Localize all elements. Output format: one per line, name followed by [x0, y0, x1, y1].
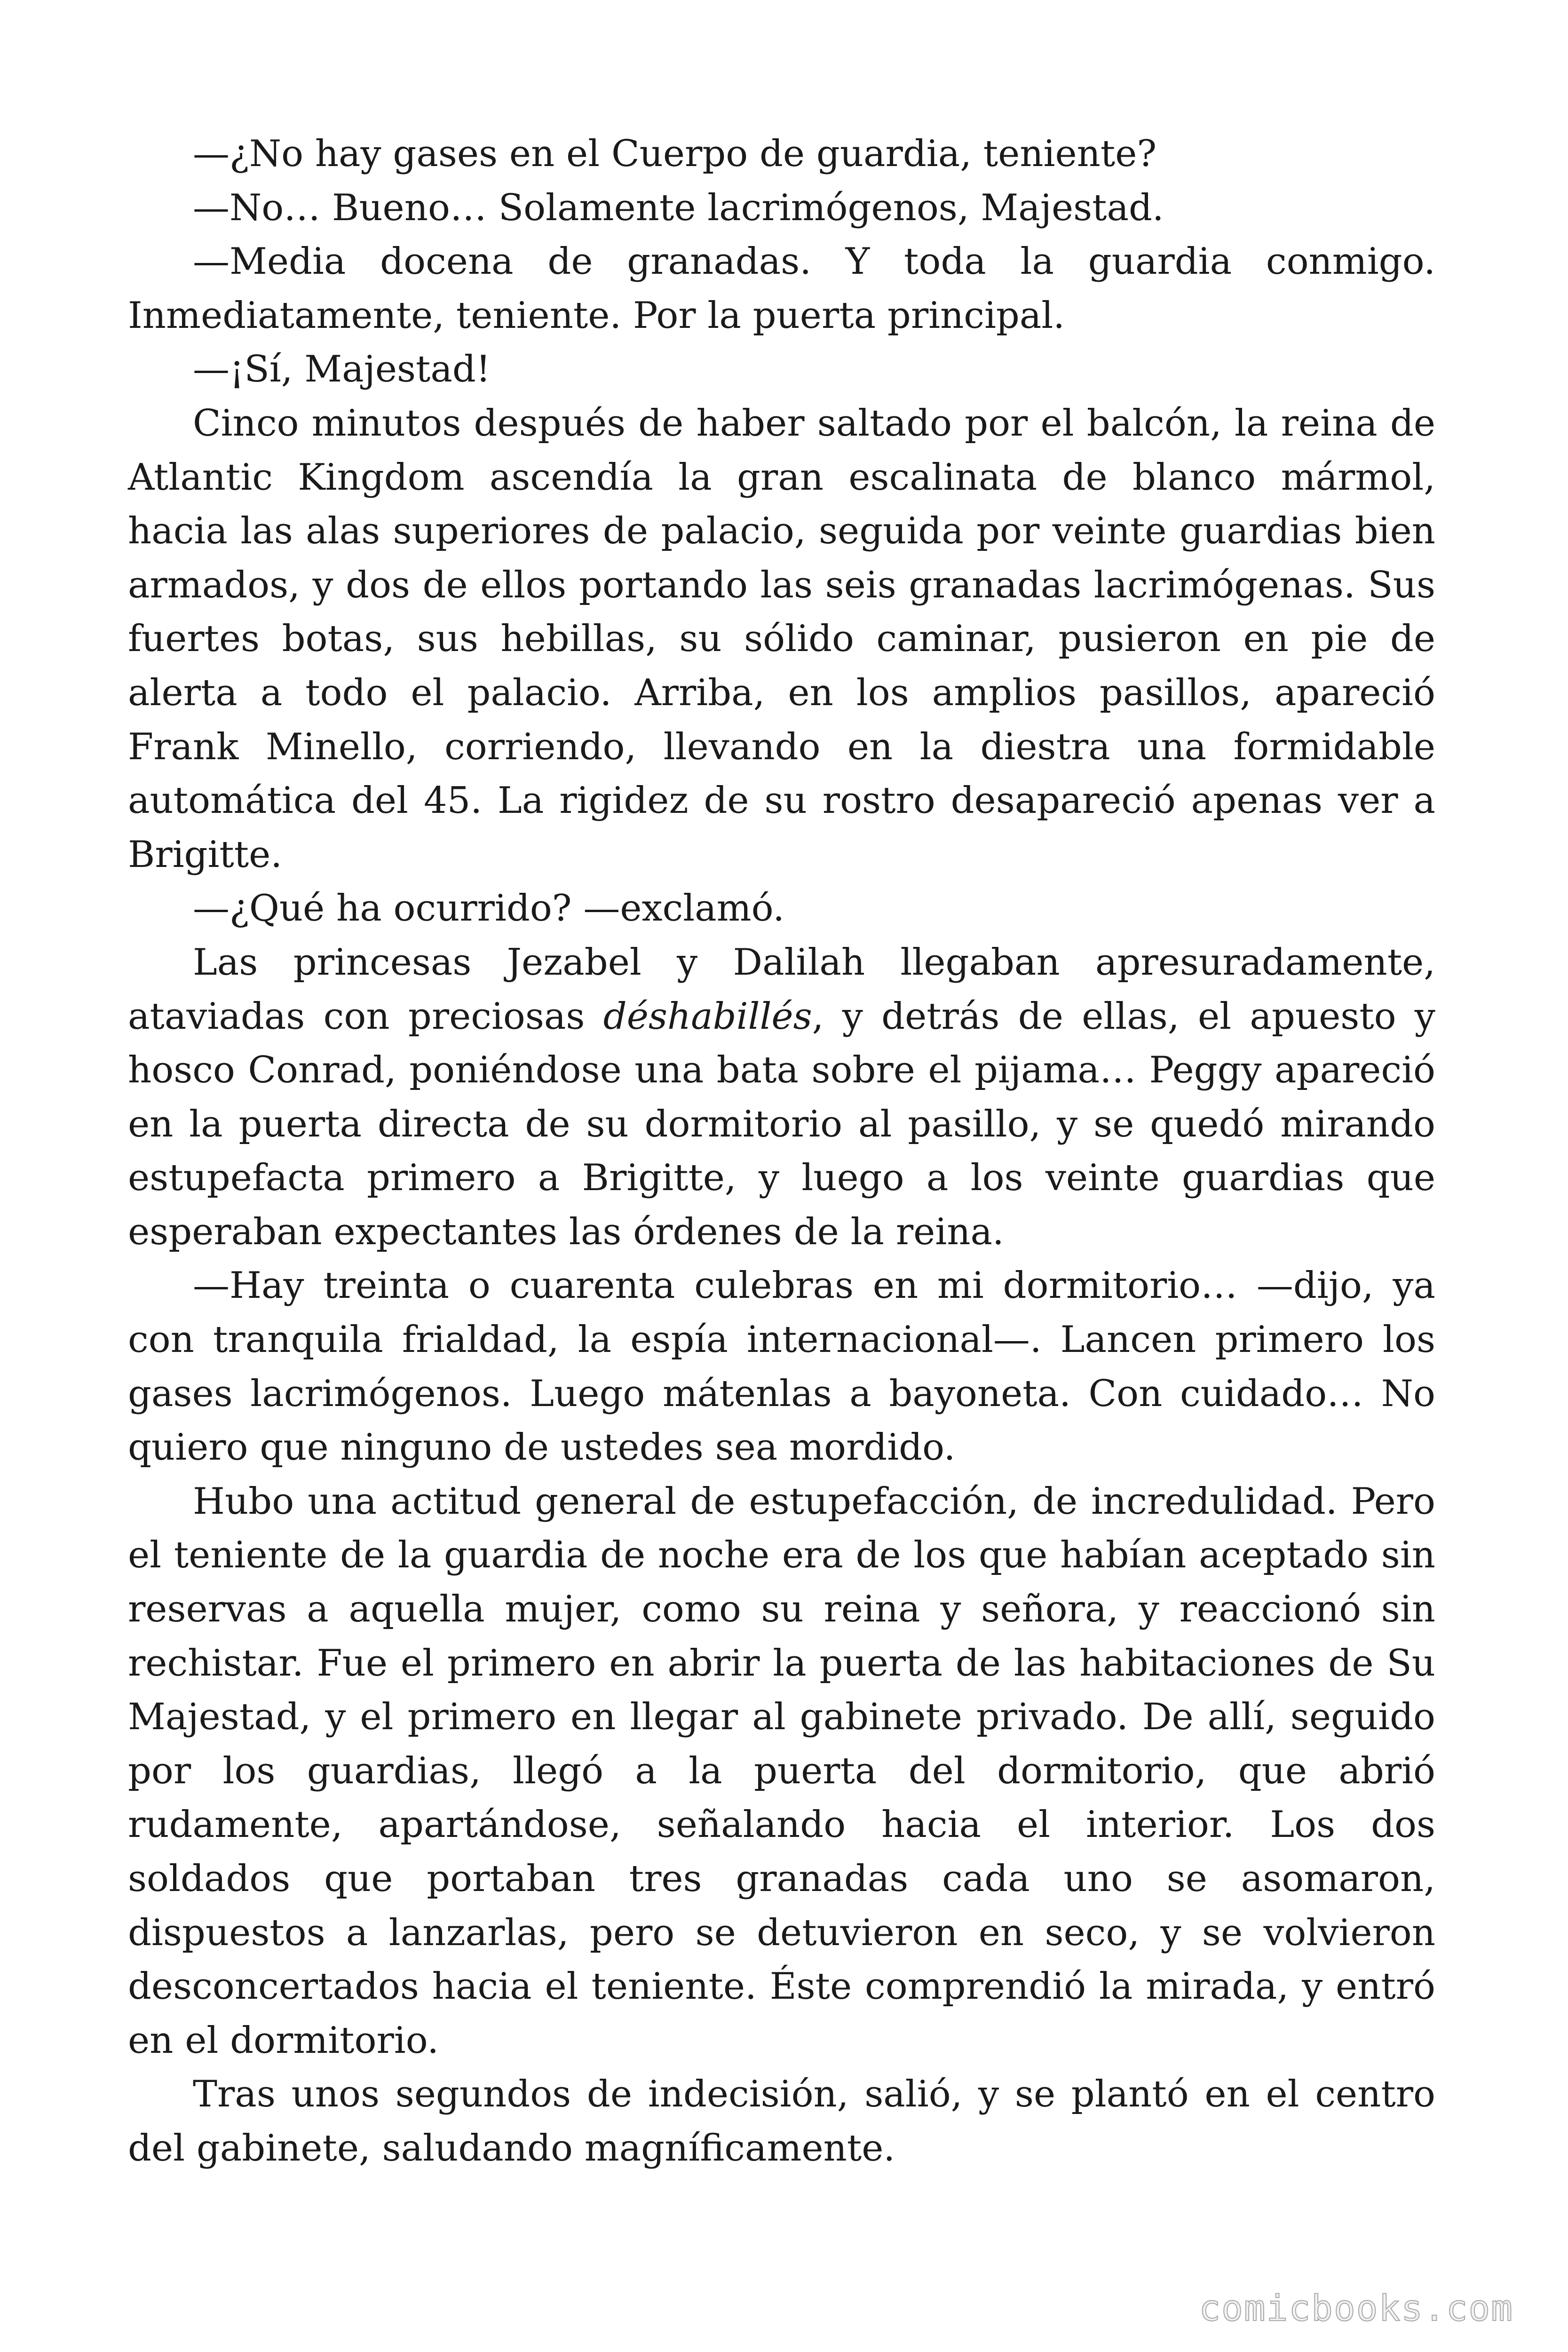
paragraph: —Hay treinta o cuarenta culebras en mi dormitorio… —dijo, ya con tranquila frialdad, la espía internacional—. Lancen primero los gases lacrimógenos. Luego mátenlas a bayoneta. Con cuidado… No quiero que ninguno de ustedes sea mordido. [128, 1264, 1435, 1469]
paragraph: —¡Sí, Majestad! [193, 348, 491, 391]
paragraph: —¿Qué ha ocurrido? —exclamó. [193, 887, 785, 930]
paragraph: —No… Bueno… Solamente lacrimógenos, Majestad. [193, 186, 1164, 229]
paragraph: Cinco minutos después de haber saltado por el balcón, la reina de Atlantic Kingdom ascendía la gran escalinata de blanco mármol, hacia las alas superiores de palacio, seguida por veinte guardias bien armados, y dos de ellos portando las seis granadas lacrimógenas. Sus fuertes botas, sus hebillas, su sólido caminar, pusieron en pie de alerta a todo el palacio. Arriba, en los amplios pasillos, apareció Frank Minello, corriendo, llevando en la diestra una formidable automática del 45. La rigidez de su rostro desapareció apenas ver a Brigitte. [128, 402, 1435, 876]
paragraph-text: Las princesas Jezabel y Dalilah llegaban apresuradamente, ataviadas con preciosas [128, 941, 1435, 1038]
paragraph-text: , y detrás de ellas, el apuesto y hosco Conrad, poniéndose una bata sobre el pijama… Peggy apareció en la puerta directa de su dormitorio al pasillo, y se quedó mirando estupefacta primero a Brigitte, y luego a los veinte guardias que esperaban expectantes las órdenes de la reina. [128, 995, 1435, 1253]
paragraph: —Media docena de granadas. Y toda la guardia conmigo. Inmediatamente, teniente. Por la puerta principal. [128, 240, 1435, 337]
paragraph: —¿No hay gases en el Cuerpo de guardia, teniente? [193, 133, 1157, 175]
italic-word: déshabillés [603, 995, 812, 1038]
paragraph: Hubo una actitud general de estupefacción, de incredulidad. Pero el teniente de la guardia de noche era de los que habían aceptado sin reservas a aquella mujer, como su reina y señora, y reaccionó sin rechistar. Fue el primero en abrir la puerta de las habitaciones de Su Majestad, y el primero en llegar al gabinete privado. De allí, seguido por los guardias, llegó a la puerta del dormitorio, que abrió rudamente, apartándose, señalando hacia el interior. Los dos soldados que portaban tres granadas cada uno se asomaron, dispuestos a lanzarlas, pero se detuvieron en seco, y se volvieron desconcertados hacia el teniente. Éste comprendió la mirada, y entró en el dormitorio. [128, 1480, 1435, 2062]
paragraph: Tras unos segundos de indecisión, salió, y se plantó en el centro del gabinete, saludando magníficamente. [128, 2073, 1435, 2169]
watermark: comicbooks.com [1199, 2287, 1513, 2329]
paragraph [128, 936, 1435, 1259]
body-text [128, 127, 1435, 2176]
